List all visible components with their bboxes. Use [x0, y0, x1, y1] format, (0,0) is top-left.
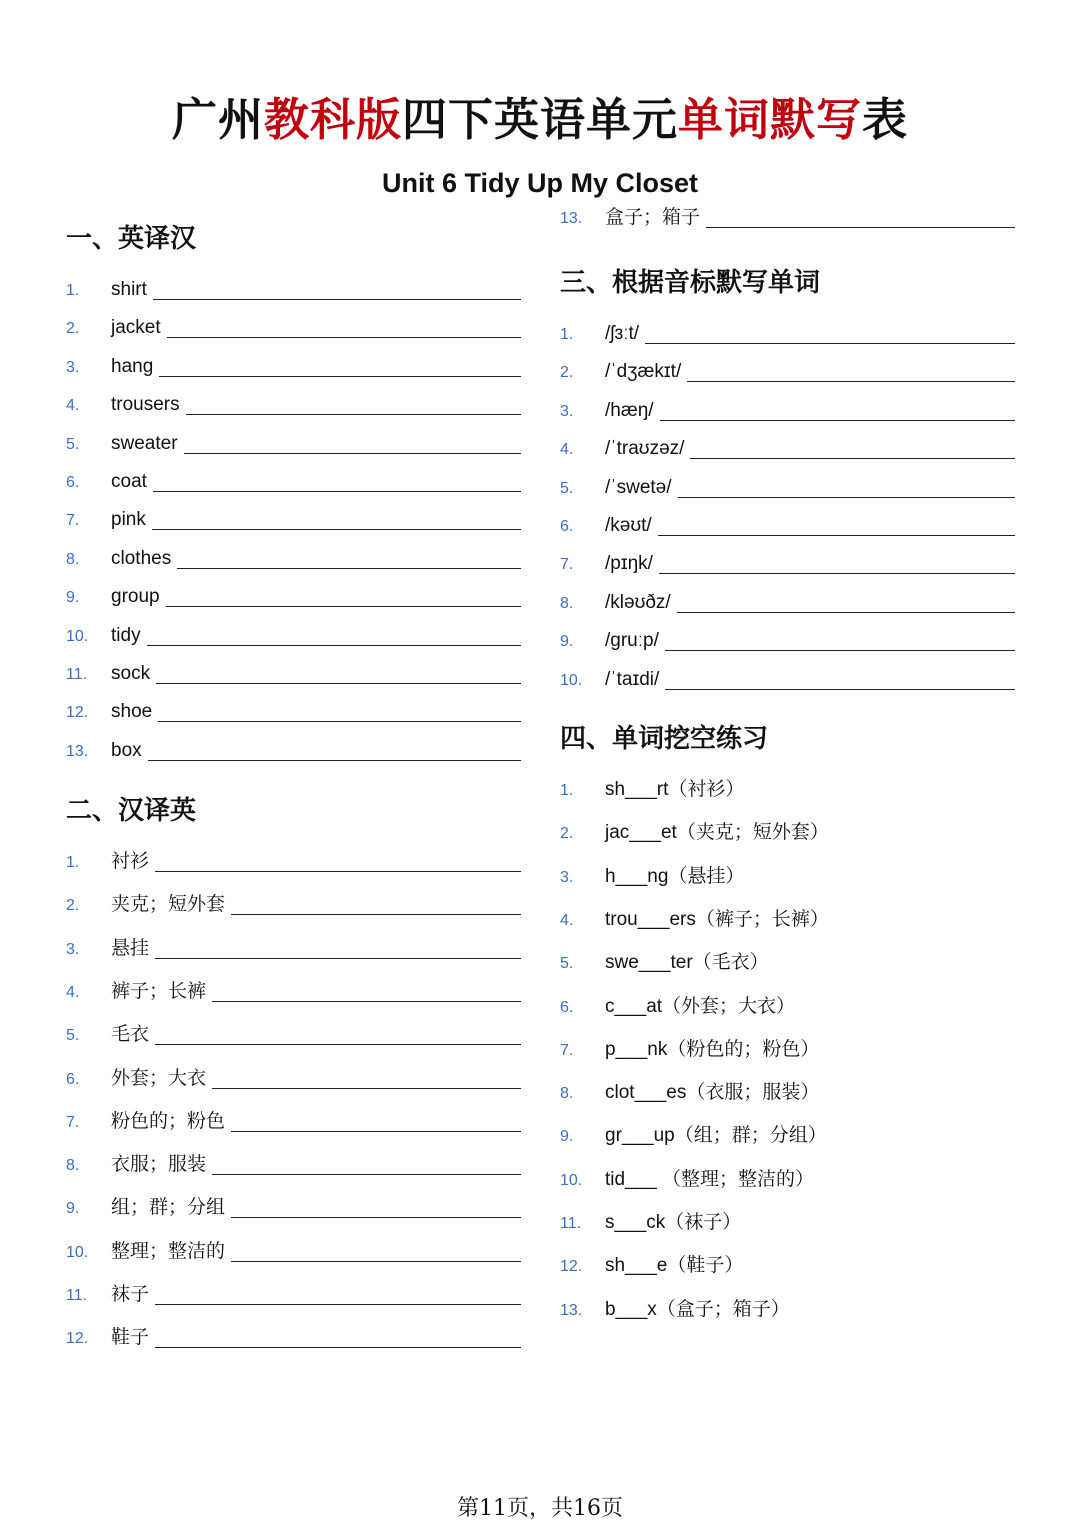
- answer-line[interactable]: [158, 720, 521, 722]
- list-item: [560, 393, 1015, 423]
- answer-line[interactable]: [148, 759, 521, 761]
- item-text: 盒子；箱子: [605, 207, 701, 228]
- item-text: /ˈswetə/: [605, 476, 672, 498]
- item-text: h___ng（悬挂）: [605, 865, 745, 887]
- item-text: sh___rt（衬衫）: [605, 779, 745, 800]
- answer-line[interactable]: [167, 336, 521, 338]
- list-item: [560, 859, 1015, 889]
- item-text: s___ck（袜子）: [605, 1212, 742, 1233]
- item-number: 4.: [560, 911, 574, 929]
- item-text: /ˈtraʊzəz/: [605, 438, 685, 460]
- item-text: sh___e（鞋子）: [605, 1255, 744, 1277]
- item-number: 6.: [560, 518, 574, 535]
- answer-line[interactable]: [212, 1173, 521, 1175]
- answer-line[interactable]: [155, 870, 521, 872]
- list-item: [560, 1248, 1015, 1278]
- answer-line[interactable]: [177, 567, 521, 569]
- list-item: [66, 974, 521, 1004]
- answer-line[interactable]: [155, 1346, 521, 1348]
- page-footer: 第11页，共16页: [457, 1496, 623, 1521]
- item-number: 3.: [560, 402, 574, 420]
- item-number: 8.: [66, 550, 80, 568]
- item-number: 11.: [560, 1215, 582, 1232]
- item-number: 7.: [66, 1113, 80, 1131]
- item-text: 毛衣: [111, 1024, 150, 1046]
- item-number: 8.: [560, 1085, 574, 1103]
- answer-line[interactable]: [153, 490, 521, 492]
- item-number: 6.: [560, 998, 574, 1016]
- item-text: 外套；大衣: [111, 1067, 207, 1089]
- item-number: 11.: [66, 1287, 88, 1304]
- list-item: [560, 902, 1015, 932]
- answer-line[interactable]: [153, 298, 521, 300]
- answer-line[interactable]: [186, 413, 521, 415]
- item-text: p___nk（粉色的；粉色）: [605, 1038, 820, 1060]
- item-number: 6.: [66, 1070, 80, 1088]
- item-number: 8.: [560, 594, 574, 612]
- answer-line[interactable]: [147, 644, 521, 646]
- item-number: 9.: [66, 589, 80, 607]
- list-item: [66, 464, 521, 494]
- list-item: [66, 426, 521, 456]
- item-number: 9.: [560, 633, 574, 651]
- item-number: 10.: [66, 627, 89, 645]
- list-item: [66, 1277, 521, 1307]
- item-number: 13.: [560, 210, 583, 227]
- item-number: 13.: [560, 1301, 583, 1319]
- item-number: 2.: [66, 320, 80, 338]
- item-number: 7.: [560, 556, 574, 574]
- item-number: 7.: [66, 512, 80, 530]
- list-item: [66, 1017, 521, 1047]
- list-item: [66, 1190, 521, 1220]
- item-text: /hæŋ/: [605, 399, 654, 421]
- list-item: [560, 1292, 1015, 1322]
- item-number: 5.: [66, 1027, 80, 1045]
- item-number: 3.: [66, 358, 80, 376]
- item-number: 5.: [560, 955, 574, 973]
- item-text: jac___et（夹克；短外套）: [605, 822, 829, 844]
- list-item: [66, 579, 521, 609]
- answer-line[interactable]: [665, 688, 1015, 690]
- item-number: 11.: [66, 666, 88, 683]
- item-text: 裤子；长裤: [111, 980, 207, 1002]
- item-text: /ˈtaɪdi/: [605, 668, 660, 690]
- item-number: 8.: [66, 1157, 80, 1175]
- list-item: [560, 470, 1015, 500]
- item-number: 5.: [560, 479, 574, 497]
- item-number: 1.: [66, 282, 80, 299]
- title-part: 单词默写: [678, 93, 863, 146]
- item-text: shoe: [111, 701, 153, 723]
- item-text: coat: [111, 471, 147, 492]
- answer-line[interactable]: [155, 957, 521, 959]
- item-number: 1.: [66, 854, 80, 871]
- answer-line[interactable]: [184, 452, 521, 454]
- answer-line[interactable]: [665, 649, 1015, 651]
- item-text: 衣服；服装: [111, 1154, 207, 1176]
- answer-line[interactable]: [677, 611, 1015, 613]
- list-item: [66, 887, 521, 917]
- item-text: /ʃɜːt/: [605, 323, 640, 344]
- section1-heading: 一、英译汉: [66, 224, 197, 254]
- item-text: trou___ers（裤子；长裤）: [605, 908, 829, 930]
- item-text: shirt: [111, 279, 147, 300]
- item-number: 12.: [66, 1330, 89, 1348]
- item-text: /ˈdʒækɪt/: [605, 361, 682, 383]
- list-item: [560, 989, 1015, 1019]
- list-item: [560, 623, 1015, 653]
- item-text: 鞋子: [111, 1327, 150, 1349]
- item-number: 1.: [560, 782, 574, 799]
- section2-heading: 二、汉译英: [66, 796, 197, 826]
- list-item: [66, 387, 521, 417]
- list-item: [66, 931, 521, 961]
- item-number: 12.: [66, 704, 89, 722]
- list-item: [560, 772, 1015, 802]
- item-number: 3.: [560, 868, 574, 886]
- answer-line[interactable]: [231, 1216, 521, 1218]
- item-text: sweater: [111, 432, 178, 454]
- item-number: 2.: [66, 897, 80, 915]
- item-text: sock: [111, 663, 151, 684]
- item-number: 4.: [560, 441, 574, 459]
- item-text: /pɪŋk/: [605, 553, 653, 575]
- list-item: [66, 733, 521, 763]
- item-text: tidy: [111, 624, 141, 646]
- item-number: 7.: [560, 1041, 574, 1059]
- title-part: 表: [862, 93, 909, 146]
- list-item: [66, 618, 521, 648]
- list-item: [66, 541, 521, 571]
- item-number: 2.: [560, 364, 574, 382]
- answer-line[interactable]: [706, 226, 1015, 228]
- list-item: [560, 1205, 1015, 1235]
- answer-line[interactable]: [690, 457, 1015, 459]
- list-item: [560, 354, 1015, 384]
- list-item: [66, 1320, 521, 1350]
- list-item: [560, 316, 1015, 346]
- item-text: pink: [111, 509, 146, 531]
- list-item: [66, 844, 521, 874]
- item-text: /kləʊðz/: [605, 591, 671, 613]
- item-number: 1.: [560, 326, 574, 343]
- item-text: clot___es（衣服；服装）: [605, 1082, 820, 1104]
- item-text: group: [111, 586, 160, 608]
- item-text: c___at（外套；大衣）: [605, 995, 796, 1017]
- item-number: 4.: [66, 983, 80, 1001]
- item-number: 4.: [66, 397, 80, 415]
- list-item: [560, 1032, 1015, 1062]
- answer-line[interactable]: [645, 342, 1015, 344]
- answer-line[interactable]: [658, 534, 1015, 536]
- answer-line[interactable]: [155, 1043, 521, 1045]
- item-text: 袜子: [111, 1284, 150, 1305]
- answer-line[interactable]: [212, 1000, 521, 1002]
- answer-line[interactable]: [659, 572, 1015, 574]
- list-item: [560, 546, 1015, 576]
- item-text: /ɡruːp/: [605, 630, 659, 652]
- item-number: 9.: [560, 1128, 574, 1146]
- answer-line[interactable]: [687, 380, 1015, 382]
- list-item: [66, 656, 521, 686]
- list-item: [560, 585, 1015, 615]
- answer-line[interactable]: [155, 1303, 521, 1305]
- page-title: [0, 92, 1080, 148]
- list-item: [560, 1118, 1015, 1148]
- answer-line[interactable]: [231, 913, 521, 915]
- answer-line[interactable]: [212, 1087, 521, 1089]
- list-item: [560, 945, 1015, 975]
- item-number: 9.: [66, 1200, 80, 1218]
- list-item: [560, 431, 1015, 461]
- list-item: [66, 272, 521, 302]
- item-text: swe___ter（毛衣）: [605, 952, 769, 974]
- section4-heading: 四、单词挖空练习: [560, 724, 769, 754]
- title-part: 教科版: [263, 93, 402, 146]
- unit-subtitle: Unit 6 Tidy Up My Closet: [381, 168, 699, 198]
- item-number: 5.: [66, 435, 80, 453]
- item-text: 组；群；分组: [111, 1197, 226, 1219]
- list-item: [66, 1104, 521, 1134]
- list-item: [66, 349, 521, 379]
- item-number: 13.: [66, 742, 89, 760]
- list-item: [66, 1147, 521, 1177]
- item-text: jacket: [111, 317, 161, 339]
- item-text: /kəʊt/: [605, 515, 652, 536]
- item-text: clothes: [111, 547, 172, 569]
- item-text: hang: [111, 355, 154, 377]
- list-item: [66, 310, 521, 340]
- item-text: trousers: [111, 394, 180, 416]
- list-item: [66, 694, 521, 724]
- item-number: 3.: [66, 940, 80, 958]
- item-text: box: [111, 739, 142, 761]
- item-text: 整理；整洁的: [111, 1240, 226, 1262]
- item-number: 10.: [560, 1171, 583, 1189]
- title-part: 广州: [171, 93, 264, 146]
- item-number: 10.: [66, 1243, 89, 1261]
- list-item: [560, 662, 1015, 692]
- answer-line[interactable]: [159, 375, 521, 377]
- list-item: [560, 1075, 1015, 1105]
- list-item: [560, 1162, 1015, 1192]
- section3-heading: 三、根据音标默写单词: [560, 268, 821, 298]
- item-number: 6.: [66, 474, 80, 491]
- list-item: [66, 502, 521, 532]
- item-text: 衬衫: [111, 851, 150, 872]
- list-item: [66, 1234, 521, 1264]
- item-text: tid___ （整理；整洁的）: [605, 1168, 815, 1190]
- item-text: 粉色的；粉色: [111, 1110, 226, 1132]
- item-text: gr___up（组；群；分组）: [605, 1125, 827, 1147]
- item-number: 10.: [560, 671, 583, 689]
- item-number: 12.: [560, 1258, 583, 1276]
- answer-line[interactable]: [156, 682, 521, 684]
- title-part: 四下英语单元: [401, 93, 678, 146]
- answer-line[interactable]: [660, 419, 1015, 421]
- list-item: [66, 1061, 521, 1091]
- answer-line[interactable]: [152, 528, 521, 530]
- item-text: 悬挂: [111, 937, 150, 959]
- answer-line[interactable]: [231, 1130, 521, 1132]
- item-text: b___x（盒子；箱子）: [605, 1298, 790, 1320]
- list-item: [560, 508, 1015, 538]
- list-item: [560, 200, 1015, 230]
- list-item: [560, 815, 1015, 845]
- answer-line[interactable]: [166, 605, 521, 607]
- item-text: 夹克；短外套: [111, 894, 226, 916]
- item-number: 2.: [560, 825, 574, 843]
- answer-line[interactable]: [231, 1260, 521, 1262]
- answer-line[interactable]: [678, 496, 1015, 498]
